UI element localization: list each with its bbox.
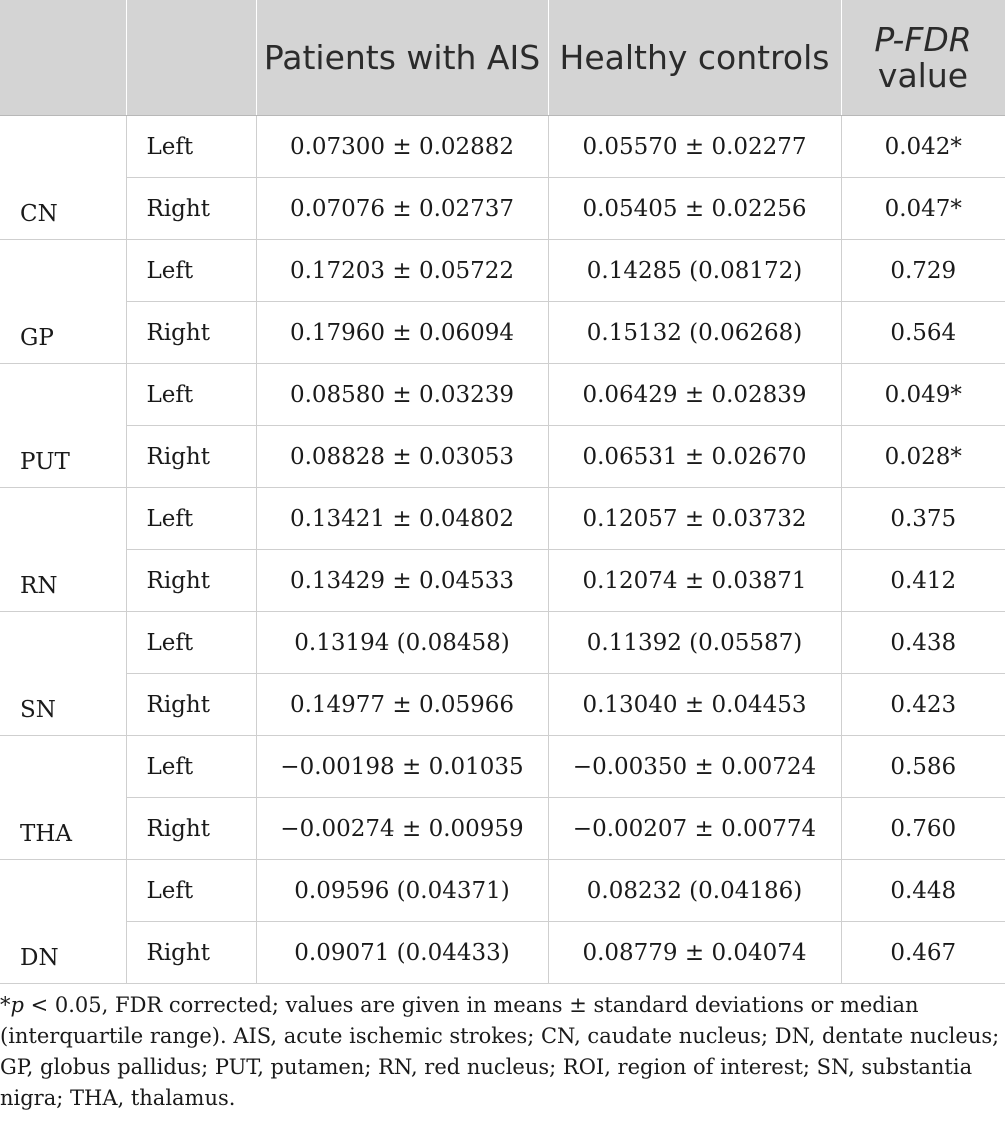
side-cell: Right [126,426,256,488]
patients-cell: −0.00274 ± 0.00959 [256,798,548,860]
side-cell: Left [126,240,256,302]
p-value-cell: 0.028* [841,426,1005,488]
table-body [0,116,1005,984]
controls-cell: 0.08232 (0.04186) [548,860,841,922]
side-cell: Right [126,922,256,984]
side-cell: Right [126,674,256,736]
patients-cell: 0.13194 (0.08458) [256,612,548,674]
region-cell: PUT [0,364,126,488]
side-cell: Left [126,612,256,674]
patients-cell: 0.13429 ± 0.04533 [256,550,548,612]
side-cell: Right [126,178,256,240]
patients-cell: 0.08580 ± 0.03239 [256,364,548,426]
header-p-fdr: P-FDR [874,19,972,59]
side-cell: Right [126,798,256,860]
patients-cell: −0.00198 ± 0.01035 [256,736,548,798]
side-cell: Left [126,736,256,798]
header-side [126,0,256,116]
header-region [0,0,126,116]
header-patients: Patients with AIS [256,0,548,116]
controls-cell: 0.11392 (0.05587) [548,612,841,674]
table-row [0,860,1005,922]
region-cell: SN [0,612,126,736]
table-header [0,0,1005,116]
patients-cell: 0.13421 ± 0.04802 [256,488,548,550]
table-row [0,426,1005,488]
p-value-cell: 0.438 [841,612,1005,674]
side-cell: Left [126,364,256,426]
controls-cell: −0.00207 ± 0.00774 [548,798,841,860]
p-value-cell: 0.564 [841,302,1005,364]
table-row [0,116,1005,178]
footnote-star: * [0,993,11,1017]
p-value-cell: 0.412 [841,550,1005,612]
controls-cell: 0.15132 (0.06268) [548,302,841,364]
patients-cell: 0.09596 (0.04371) [256,860,548,922]
controls-cell: 0.06429 ± 0.02839 [548,364,841,426]
controls-cell: 0.12057 ± 0.03732 [548,488,841,550]
patients-cell: 0.09071 (0.04433) [256,922,548,984]
p-value-cell: 0.375 [841,488,1005,550]
p-value-cell: 0.586 [841,736,1005,798]
footnote-p-symbol: p [10,993,24,1017]
patients-cell: 0.07300 ± 0.02882 [256,116,548,178]
p-value-cell: 0.448 [841,860,1005,922]
controls-cell: −0.00350 ± 0.00724 [548,736,841,798]
p-value-cell: 0.042* [841,116,1005,178]
table-row [0,302,1005,364]
p-value-cell: 0.467 [841,922,1005,984]
table-row [0,922,1005,984]
header-value: value [877,55,969,95]
controls-cell: 0.12074 ± 0.03871 [548,550,841,612]
region-cell: CN [0,116,126,240]
region-cell: THA [0,736,126,860]
table-row [0,488,1005,550]
table-row [0,364,1005,426]
patients-cell: 0.17203 ± 0.05722 [256,240,548,302]
footnote-text: < 0.05, FDR corrected; values are given in means ± standard deviations or median (interquartile range). AIS, acute ischemic strokes; CN, caudate nucleus; DN, dentate nucleus; GP, globus pallidus; PUT, putamen; RN, red nucleus; ROI, region of interest; SN, substantia nigra; THA, thalamus. [0,993,1000,1110]
patients-cell: 0.17960 ± 0.06094 [256,302,548,364]
side-cell: Right [126,550,256,612]
region-cell: RN [0,488,126,612]
patients-cell: 0.08828 ± 0.03053 [256,426,548,488]
table-row [0,550,1005,612]
header-p-value [841,0,1005,116]
patients-cell: 0.14977 ± 0.05966 [256,674,548,736]
table-footnote [0,990,1000,1114]
table-row [0,798,1005,860]
region-cell: DN [0,860,126,984]
controls-cell: 0.05405 ± 0.02256 [548,178,841,240]
p-value-cell: 0.049* [841,364,1005,426]
table-row [0,736,1005,798]
controls-cell: 0.13040 ± 0.04453 [548,674,841,736]
side-cell: Left [126,116,256,178]
p-value-cell: 0.729 [841,240,1005,302]
table-row [0,240,1005,302]
patients-cell: 0.07076 ± 0.02737 [256,178,548,240]
table-row [0,178,1005,240]
controls-cell: 0.06531 ± 0.02670 [548,426,841,488]
header-controls: Healthy controls [548,0,841,116]
table-row [0,612,1005,674]
side-cell: Left [126,488,256,550]
controls-cell: 0.05570 ± 0.02277 [548,116,841,178]
region-cell: GP [0,240,126,364]
p-value-cell: 0.423 [841,674,1005,736]
controls-cell: 0.08779 ± 0.04074 [548,922,841,984]
p-value-cell: 0.760 [841,798,1005,860]
side-cell: Left [126,860,256,922]
table-row [0,674,1005,736]
controls-cell: 0.14285 (0.08172) [548,240,841,302]
p-value-cell: 0.047* [841,178,1005,240]
side-cell: Right [126,302,256,364]
